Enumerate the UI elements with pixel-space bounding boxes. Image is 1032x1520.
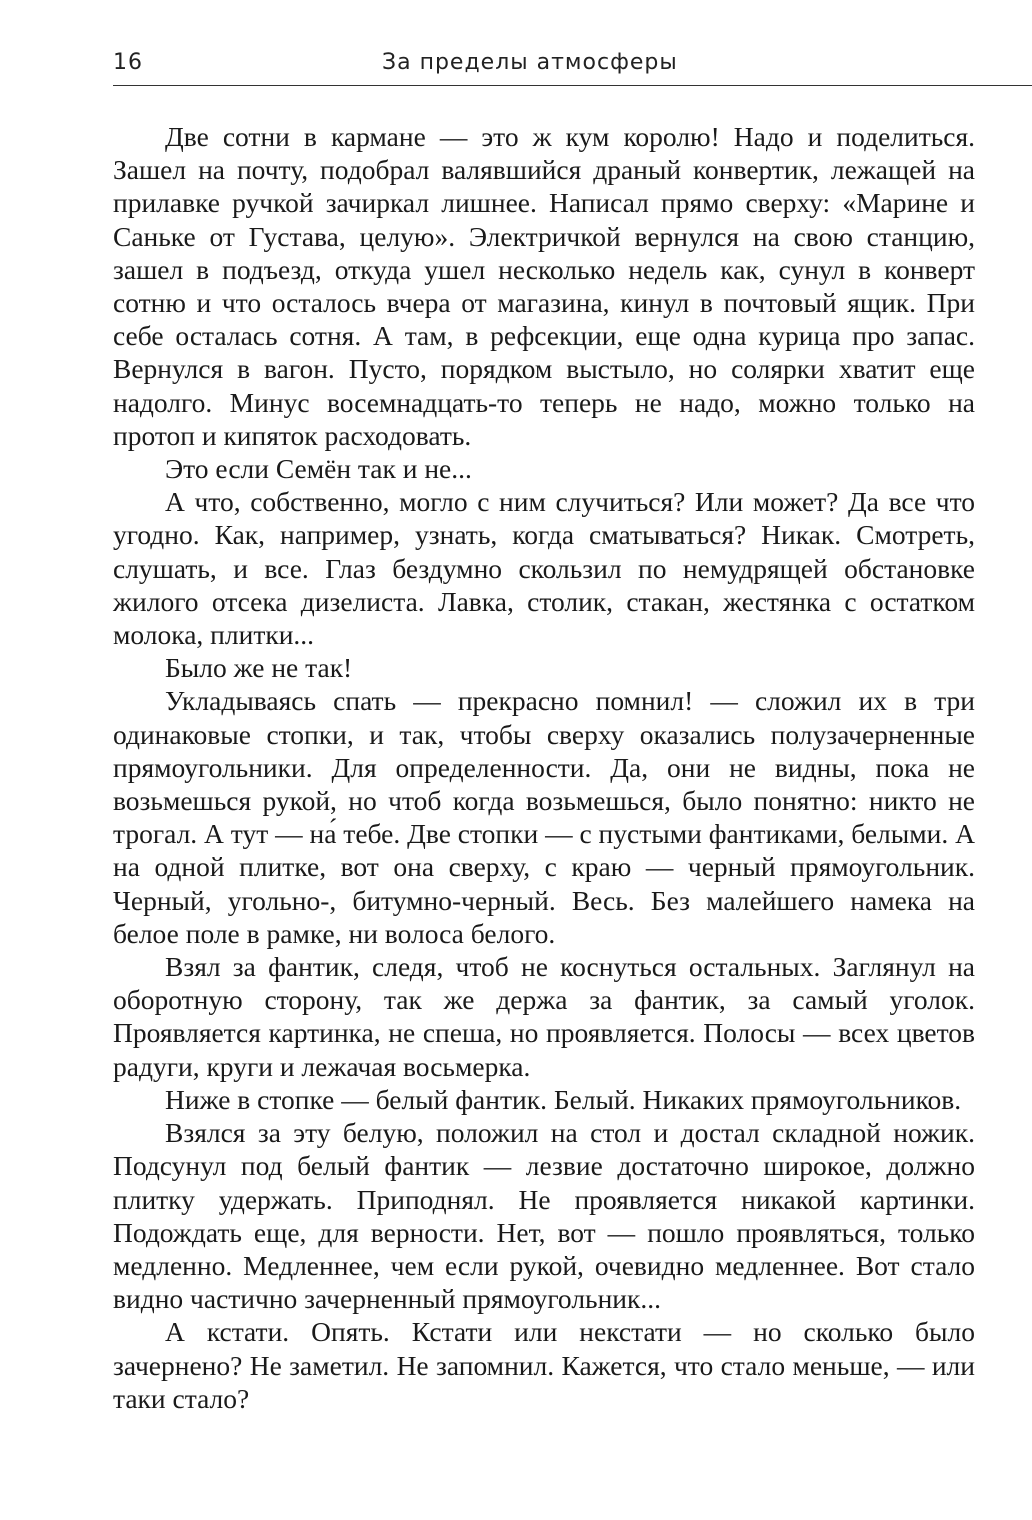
- paragraph: Взялся за эту белую, положил на стол и достал складной ножик. Подсунул под белый фантик — лезвие достаточно широкое, должно плитку удержать. Приподнял. Не проявляется никакой картинки. Подождать еще, для верности. Нет, вот — пошло проявляться, только медленно. Медленнее, чем если рукой, очевидно медленнее. Вот стало видно частично зачерненный прямоугольник...: [113, 1117, 975, 1315]
- paragraph: Было же не так!: [165, 652, 353, 684]
- page-number: 16: [113, 50, 143, 75]
- running-head: [0, 44, 1032, 84]
- header-rule: [113, 85, 1032, 86]
- body-text: [113, 120, 975, 1415]
- paragraph: А что, собственно, могло с ним случиться? Или может? Да все что угодно. Как, например, узнать, когда сматываться? Никак. Смотреть, слушать, и все. Глаз бездумно скользил по немудрящей обстановке жилого отсека дизелиста. Лавка, столик, стакан, жестянка с остатком молока, плитки...: [113, 486, 975, 651]
- running-title: За пределы атмосферы: [382, 50, 678, 75]
- paragraph: А кстати. Опять. Кстати или некстати — но сколько было зачернено? Не заметил. Не запомнил. Кажется, что стало меньше, — или таки стало?: [113, 1316, 975, 1414]
- paragraph: Укладываясь спать — прекрасно помнил! — сложил их в три одинаковые стопки, и так, чтобы сверху оказались полузачерненные прямоугольники. Для определенности. Да, они не видны, пока не возьмешься рукой, но чтоб когда возьмешься, было понятно: никто не трогал. А тут — на́ тебе. Две стопки — с пустыми фантиками, белыми. А на одной плитке, вот она сверху, с краю — черный прямоугольник. Черный, угольно-, битумно-черный. Весь. Без малейшего намека на белое поле в рамке, ни волоса белого.: [113, 685, 975, 949]
- paragraph: Это если Семён так и не...: [165, 453, 472, 485]
- paragraph: Взял за фантик, следя, чтоб не коснуться остальных. Заглянул на оборотную сторону, так же держа за фантик, за самый уголок. Проявляется картинка, не спеша, но проявляется. Полосы — всех цветов радуги, круги и лежачая восьмерка.: [113, 951, 975, 1082]
- paragraph: Ниже в стопке — белый фантик. Белый. Никаких прямоугольников.: [165, 1083, 962, 1115]
- paragraph: Две сотни в кармане — это ж кум королю! Надо и поделиться. Зашел на почту, подобрал валявшийся драный конвертик, лежащей на прилавке ручкой зачиркал лишнее. Написал прямо сверху: «Марине и Саньке от Густава, целую». Электричкой вернулся на свою станцию, зашел в подъезд, откуда ушел несколько недель как, сунул в конверт сотню и что осталось вчера от магазина, кинул в почтовый ящик. При себе осталась сотня. А там, в рефсекции, еще одна курица про запас. Вернулся в вагон. Пусто, порядком выстыло, но солярки хватит еще надолго. Минус восемнадцать-то теперь не надо, можно только на протоп и кипяток расходовать.: [113, 121, 975, 451]
